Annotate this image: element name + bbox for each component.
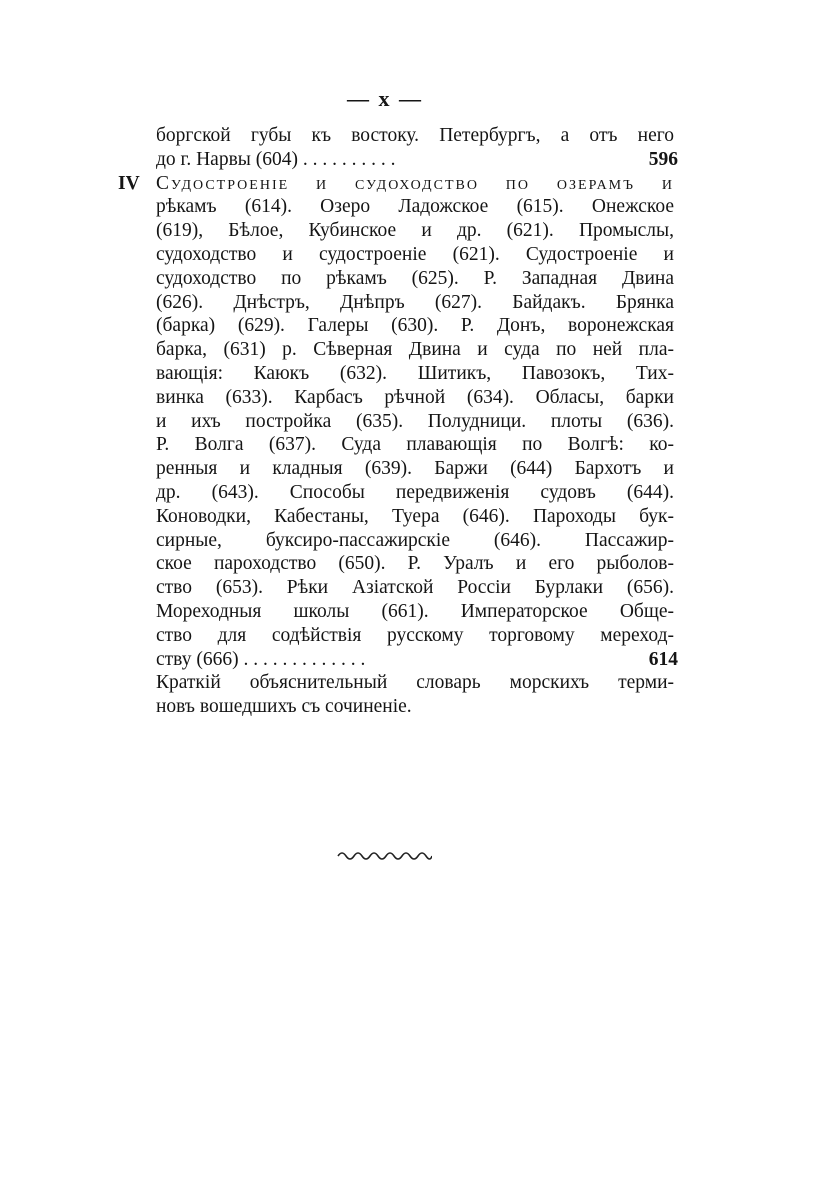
toc-line [118, 505, 678, 529]
toc-line [118, 291, 678, 315]
toc-line-text: барка, (631) р. Сѣверная Двина и суда по ней пла- [156, 339, 674, 361]
toc-line-text: сирные, буксиро-пассажирскіе (646). Пассажир- [156, 529, 674, 551]
toc-line [118, 386, 678, 410]
toc-line [118, 576, 678, 600]
ornamental-swash-icon [336, 848, 432, 862]
page-number: 614 [648, 648, 678, 670]
toc-line [118, 338, 678, 362]
toc-line-text: (626). Днѣстръ, Днѣпръ (627). Байдакъ. Брянка [156, 291, 674, 313]
toc-line [118, 671, 678, 695]
chapter-number: IV [118, 172, 140, 194]
toc-line [118, 124, 678, 148]
toc-line-text: Судостроеніе и судоходство по озерамъ и [156, 172, 674, 194]
toc-line-text: Коноводки, Кабестаны, Туера (646). Пароходы бук- [156, 505, 674, 527]
toc-line [118, 552, 678, 576]
toc-line-text: новъ вошедшихъ съ сочиненіе. [156, 696, 412, 718]
toc-line-text: вающія: Каюкъ (632). Шитикъ, Павозокъ, Тих- [156, 362, 674, 384]
toc-line-text: (барка) (629). Галеры (630). Р. Донъ, воронежская [156, 315, 674, 337]
toc-line-text: и ихъ постройка (635). Полудници. плоты (636). [156, 410, 674, 432]
toc-line [118, 433, 678, 457]
toc-line-text: рѣкамъ (614). Озеро Ладожское (615). Онежское [156, 196, 674, 218]
toc-line [118, 529, 678, 553]
page-header: — x — [347, 86, 423, 111]
toc-line [118, 267, 678, 291]
toc-line-text: ренныя и кладныя (639). Баржи (644) Бархотъ и [156, 458, 674, 480]
toc-line-text: судоходство и судостроеніе (621). Судостроеніе и [156, 243, 674, 265]
toc-line [118, 600, 678, 624]
toc-line [118, 695, 678, 719]
page-number: 596 [648, 148, 678, 170]
toc-line [118, 195, 678, 219]
toc-line-text: боргской губы къ востоку. Петербургъ, а отъ него [156, 125, 674, 146]
toc-line-text: ство для содѣйствія русскому торговому мереход- [156, 624, 674, 646]
toc-line [118, 410, 678, 434]
toc-line-text: Мореходныя школы (661). Императорское Обще- [156, 600, 674, 622]
toc-line [118, 219, 678, 243]
toc-line [118, 314, 678, 338]
toc-line-text: судоходство по рѣкамъ (625). Р. Западная Двина [156, 267, 674, 289]
toc-line-text: (619), Бѣлое, Кубинское и др. (621). Промыслы, [156, 220, 674, 242]
toc-line-text: ство (653). Рѣки Азіатской Россіи Бурлаки (656). [156, 577, 674, 599]
toc-line-text: ское пароходство (650). Р. Уралъ и его рыболов- [156, 553, 674, 575]
toc-line-text: винка (633). Карбасъ рѣчной (634). Обласы, барки [156, 386, 674, 408]
toc-line [118, 243, 678, 267]
toc-line-text: Р. Волга (637). Суда плавающія по Волгѣ: ко- [156, 434, 674, 456]
table-of-contents [118, 124, 678, 719]
toc-line [118, 362, 678, 386]
toc-line-text: др. (643). Способы передвиженія судовъ (644). [156, 481, 674, 503]
toc-line-text: ству (666) . . . . . . . . . . . . . [156, 648, 366, 670]
toc-line-text: до г. Нарвы (604) . . . . . . . . . . [156, 148, 396, 170]
toc-line [118, 148, 678, 172]
toc-line [118, 648, 678, 672]
toc-line [118, 624, 678, 648]
toc-line [118, 172, 678, 196]
toc-line [118, 481, 678, 505]
toc-line [118, 457, 678, 481]
toc-line-text: Краткій объяснительный словарь морскихъ терми- [156, 672, 674, 694]
